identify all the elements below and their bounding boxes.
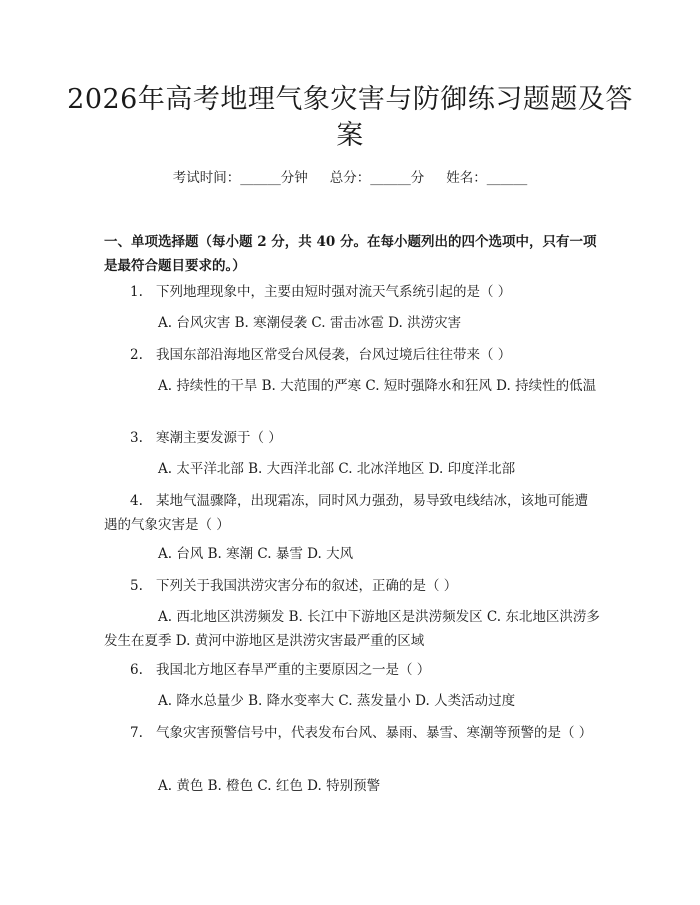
question-stem bbox=[104, 489, 600, 537]
question-stem bbox=[104, 343, 600, 367]
question-text: 气象灾害预警信号中，代表发布台风、暴雨、暴雪、寒潮等预警的是（ ） bbox=[156, 725, 593, 741]
time-blank: ______ bbox=[240, 170, 281, 186]
page-title: 2026年高考地理气象灾害与防御练习题题及答案 bbox=[67, 84, 633, 151]
question-number: 2. bbox=[130, 347, 143, 363]
name-blank: ______ bbox=[486, 170, 528, 186]
question-text: 我国东部沿海地区常受台风侵袭，台风过境后往往带来（ ） bbox=[156, 347, 512, 363]
score-unit: 分 bbox=[410, 170, 425, 186]
question-text: 下列地理现象中，主要由短时强对流天气系统引起的是（ ） bbox=[156, 284, 512, 300]
question-number: 1. bbox=[130, 284, 143, 300]
score-blank: ______ bbox=[370, 170, 411, 186]
question-number: 4. bbox=[130, 493, 143, 509]
question-options: A. 太平洋北部 B. 大西洋北部 C. 北冰洋地区 D. 印度洋北部 bbox=[158, 461, 516, 477]
question-options: A. 降水总量少 B. 降水变率大 C. 蒸发量小 D. 人类活动过度 bbox=[158, 693, 516, 709]
question-stem bbox=[104, 574, 600, 598]
question-number: 6. bbox=[130, 662, 143, 678]
time-label: 考试时间： bbox=[172, 170, 241, 186]
question-text: 我国北方地区春旱严重的主要原因之一是（ ） bbox=[156, 662, 431, 678]
question-number: 7. bbox=[130, 725, 143, 741]
question-number: 5. bbox=[130, 578, 143, 594]
question-options: A. 黄色 B. 橙色 C. 红色 D. 特别预警 bbox=[158, 778, 381, 794]
exam-meta bbox=[0, 168, 700, 188]
question-stem bbox=[104, 280, 600, 304]
question-text: 下列关于我国洪涝灾害分布的叙述，正确的是（ ） bbox=[156, 578, 458, 594]
question-stem bbox=[104, 721, 600, 745]
question-options: A. 台风灾害 B. 寒潮侵袭 C. 雷击冰雹 D. 洪涝灾害 bbox=[158, 315, 462, 331]
question-text: 某地气温骤降，出现霜冻，同时风力强劲，易导致电线结冰，该地可能遭遇的气象灾害是（ ） bbox=[104, 493, 588, 533]
name-label: 姓名： bbox=[446, 170, 487, 186]
question-options: A. 西北地区洪涝频发 B. 长江中下游地区是洪涝频发区 C. 东北地区洪涝多发生在夏季 D. 黄河中游地区是洪涝灾害最严重的区域 bbox=[104, 609, 600, 649]
question-options: A. 台风 B. 寒潮 C. 暴雪 D. 大风 bbox=[158, 546, 354, 562]
question-stem bbox=[104, 658, 600, 682]
question-number: 3. bbox=[130, 430, 143, 446]
question-options: A. 持续性的干旱 B. 大范围的严寒 C. 短时强降水和狂风 D. 持续性的低温 bbox=[158, 378, 597, 394]
question-stem bbox=[104, 426, 600, 450]
section-heading: 一、单项选择题（每小题 2 分，共 40 分。在每小题列出的四个选项中，只有一项是最符合题目要求的。） bbox=[104, 234, 597, 274]
time-unit: 分钟 bbox=[280, 170, 308, 186]
question-text: 寒潮主要发源于（ ） bbox=[156, 430, 282, 446]
score-label: 总分： bbox=[329, 170, 371, 186]
